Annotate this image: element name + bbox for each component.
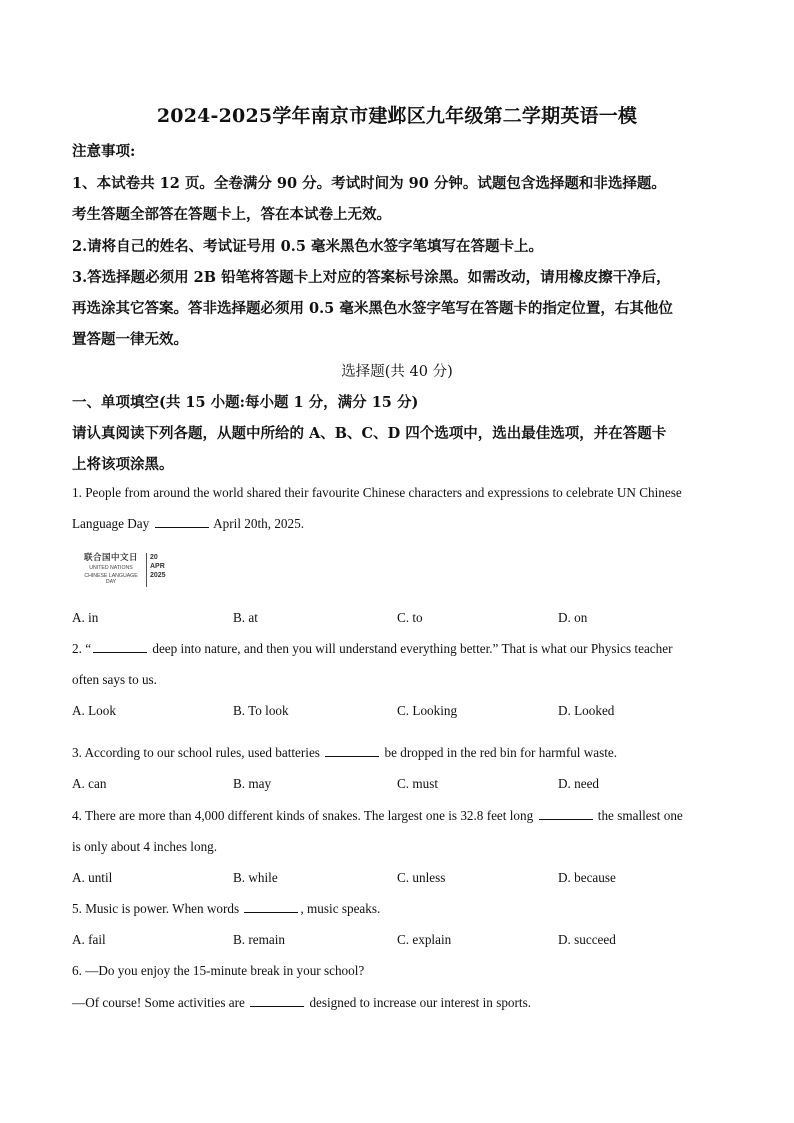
notice-heading: 注意事项: (72, 143, 136, 160)
section-heading: 选择题(共 40 分) (341, 364, 453, 380)
notice-item-1-line-1: 1、本试卷共 12 页。全卷满分 90 分。考试时间为 90 分钟。试题包含选择题和非选择题。 (72, 175, 666, 192)
part-1-heading: 一、单项填空(共 15 小题:每小题 1 分，满分 15 分) (72, 394, 419, 411)
question-5-text-a: 5. Music is power. When words (72, 901, 240, 916)
notice-item-3-line-2: 再选涂其它答案。答非选择题必须用 0.5 毫米黑色水签字笔写在答题卡的指定位置，右其他位 (72, 300, 673, 317)
question-4-text-b: the smallest one (597, 808, 683, 823)
answer-blank (244, 902, 298, 913)
question-6-text-a: —Of course! Some activities are (72, 995, 245, 1010)
question-3-option-d[interactable]: D. need (558, 776, 600, 791)
question-5-option-b[interactable]: B. remain (233, 932, 286, 947)
question-1-line-2 (72, 516, 304, 532)
un-chinese-language-day-logo (80, 551, 170, 589)
question-1-option-c[interactable]: C. to (397, 610, 423, 625)
question-4-option-b[interactable]: B. while (233, 870, 278, 885)
question-2-text-b: deep into nature, and then you will understand everything better.” That is what our Physics teacher (152, 641, 673, 656)
logo-en-line-2: CHINESE LANGUAGE DAY (84, 573, 138, 585)
answer-blank (155, 517, 209, 528)
question-6-text-b: designed to increase our interest in sports. (309, 995, 532, 1010)
logo-divider (146, 553, 147, 587)
question-1-text-b: April 20th, 2025. (213, 516, 304, 531)
question-1-line-1: 1. People from around the world shared their favourite Chinese characters and expressions to celebrate UN Chinese (72, 485, 682, 500)
answer-blank (539, 809, 593, 820)
notice-item-1-line-2: 考生答题全部答在答题卡上，答在本试卷上无效。 (72, 206, 391, 223)
question-2-option-c[interactable]: C. Looking (397, 703, 458, 718)
question-3-option-b[interactable]: B. may (233, 776, 272, 791)
notice-item-2: 2.请将自己的姓名、考试证号用 0.5 毫米黑色水签字笔填写在答题卡上。 (72, 238, 543, 255)
question-6-line-1: 6. —Do you enjoy the 15-minute break in your school? (72, 963, 365, 978)
question-2-option-a[interactable]: A. Look (72, 703, 116, 718)
question-5-option-c[interactable]: C. explain (397, 932, 452, 947)
question-4-line-1 (72, 808, 683, 824)
logo-day: 20 (150, 554, 158, 561)
question-5-text-b: , music speaks. (300, 901, 381, 916)
instruction-line-2: 上将该项涂黑。 (72, 456, 174, 473)
question-2-text-a: 2. “ (72, 641, 92, 656)
answer-blank (250, 996, 304, 1007)
question-5-option-a[interactable]: A. fail (72, 932, 106, 947)
question-2-line-2: often says to us. (72, 672, 157, 687)
question-4-text-a: 4. There are more than 4,000 different kinds of snakes. The largest one is 32.8 feet long (72, 808, 534, 823)
answer-blank (325, 746, 379, 757)
question-2-option-d[interactable]: D. Looked (558, 703, 615, 718)
question-1-option-b[interactable]: B. at (233, 610, 258, 625)
question-6-line-2 (72, 995, 531, 1011)
question-2-option-b[interactable]: B. To look (233, 703, 289, 718)
logo-cn-text: 联合国中文日 (83, 553, 138, 563)
question-1-text-a: Language Day (72, 516, 150, 531)
logo-month: APR (150, 563, 165, 570)
question-1-option-d[interactable]: D. on (558, 610, 588, 625)
question-3-text-b: be dropped in the red bin for harmful waste. (384, 745, 618, 760)
answer-blank (93, 642, 147, 653)
question-1-option-a[interactable]: A. in (72, 610, 99, 625)
notice-item-3-line-1: 3.答选择题必须用 2B 铅笔将答题卡上对应的答案标号涂黑。如需改动，请用橡皮擦干净后， (72, 269, 671, 286)
logo-year: 2025 (150, 572, 166, 579)
question-3-option-a[interactable]: A. can (72, 776, 107, 791)
question-5-option-d[interactable]: D. succeed (558, 932, 616, 947)
logo-en-line-1: UNITED NATIONS (89, 565, 133, 571)
question-3-text-a: 3. According to our school rules, used batteries (72, 745, 320, 760)
notice-item-3-line-3: 置答题一律无效。 (72, 331, 188, 348)
question-4-option-a[interactable]: A. until (72, 870, 113, 885)
logo-date (150, 553, 166, 580)
page-title: 2024-2025学年南京市建邺区九年级第二学期英语一模 (156, 105, 638, 127)
question-3-line-1 (72, 745, 617, 761)
question-5-line-1 (72, 901, 380, 917)
question-2-line-1 (72, 641, 673, 657)
question-4-line-2: is only about 4 inches long. (72, 839, 218, 854)
question-4-option-c[interactable]: C. unless (397, 870, 446, 885)
instruction-line-1: 请认真阅读下列各题，从题中所给的 A、B、C、D 四个选项中，选出最佳选项，并在答题卡 (72, 425, 667, 442)
question-3-option-c[interactable]: C. must (397, 776, 439, 791)
logo-text-block (80, 551, 142, 585)
question-4-option-d[interactable]: D. because (558, 870, 616, 885)
